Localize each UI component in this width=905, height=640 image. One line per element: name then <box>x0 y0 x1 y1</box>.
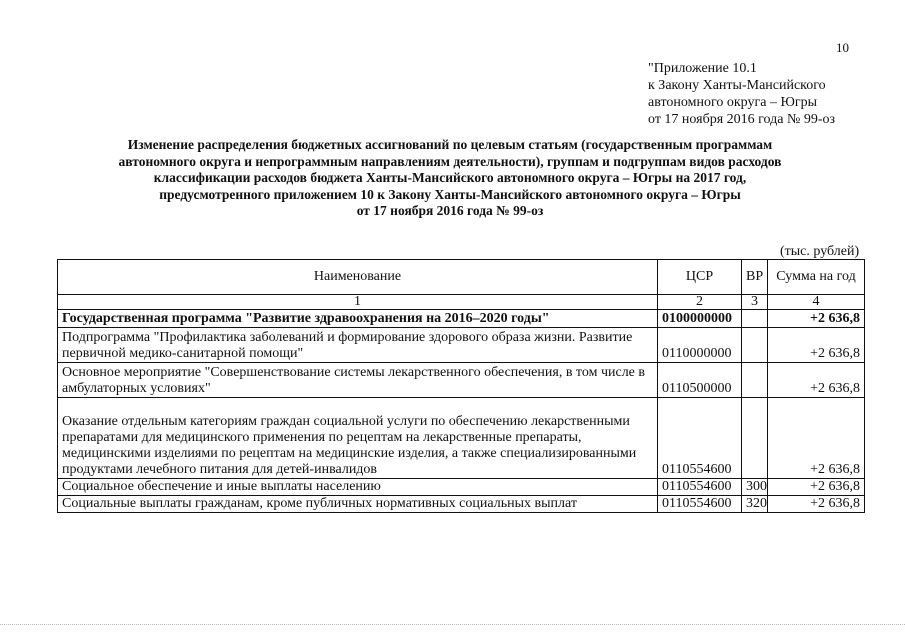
column-number-row <box>58 295 865 310</box>
appendix-reference <box>648 60 835 128</box>
table-row <box>58 479 865 496</box>
row-name: Подпрограмма "Профилактика заболеваний и формирование здорового образа жизни. Развитие первичной медико-санитарной помощи" <box>58 328 658 363</box>
table-row <box>58 363 865 398</box>
appendix-line: от 17 ноября 2016 года № 99-оз <box>648 112 836 127</box>
row-sum: +2 636,8 <box>768 479 865 496</box>
scan-dotted-line <box>0 624 905 625</box>
header-csr: ЦСР <box>658 260 742 295</box>
title-line: автономного округа и непрограммным направлениям деятельности), группам и подгруппам видов расходов <box>118 153 782 169</box>
units-label: (тыс. рублей) <box>780 244 860 259</box>
budget-table <box>57 259 865 513</box>
row-csr: 0110000000 <box>658 328 742 363</box>
row-sum: +2 636,8 <box>768 363 865 398</box>
row-sum: +2 636,8 <box>768 496 865 513</box>
column-number: 3 <box>742 295 768 310</box>
row-csr: 0100000000 <box>658 310 742 328</box>
column-number: 2 <box>658 295 742 310</box>
page-number: 10 <box>836 40 849 55</box>
row-csr: 0110554600 <box>658 496 742 513</box>
row-csr: 0110554600 <box>658 479 742 496</box>
header-name: Наименование <box>58 260 658 295</box>
table-row <box>58 328 865 363</box>
title-line: классификации расходов бюджета Ханты-Мансийского автономного округа – Югры на 2017 год, <box>153 170 747 185</box>
table-row <box>58 398 865 479</box>
table-header-row <box>58 260 865 295</box>
title-line: предусмотренного приложением 10 к Закону Ханты-Мансийского автономного округа – Югры <box>159 186 741 202</box>
table-row <box>58 310 865 328</box>
row-name: Основное мероприятие "Совершенствование системы лекарственного обеспечения, в том числе в амбулаторных условиях" <box>58 363 658 398</box>
row-name: Социальные выплаты гражданам, кроме публичных нормативных социальных выплат <box>58 496 658 513</box>
row-name: Оказание отдельным категориям граждан социальной услуги по обеспечению лекарственными препаратами для медицинского применения по рецептам на лекарственные препараты, медицинскими изделиями по рецептам на медицинские изделия, а также специализированными продуктами лечебного питания для детей-инвалидов <box>58 398 658 479</box>
row-name: Государственная программа "Развитие здравоохранения на 2016–2020 годы" <box>58 310 658 328</box>
row-vr <box>742 310 768 328</box>
row-vr <box>742 398 768 479</box>
row-vr: 320 <box>742 496 768 513</box>
row-sum: +2 636,8 <box>768 310 865 328</box>
row-vr <box>742 363 768 398</box>
row-name: Социальное обеспечение и иные выплаты населению <box>58 479 658 496</box>
header-vr: ВР <box>742 260 768 295</box>
table-row <box>58 496 865 513</box>
row-csr: 0110554600 <box>658 398 742 479</box>
title-line: от 17 ноября 2016 года № 99-оз <box>356 203 544 218</box>
column-number: 1 <box>58 295 658 310</box>
row-sum: +2 636,8 <box>768 398 865 479</box>
row-csr: 0110500000 <box>658 363 742 398</box>
title-line: Изменение распределения бюджетных ассигнований по целевым статьям (государственным программам <box>127 137 773 152</box>
appendix-line: "Приложение 10.1 <box>648 61 757 76</box>
row-vr: 300 <box>742 479 768 496</box>
row-sum: +2 636,8 <box>768 328 865 363</box>
header-sum: Сумма на год <box>768 260 865 295</box>
appendix-line: к Закону Ханты-Мансийского <box>648 78 826 93</box>
row-vr <box>742 328 768 363</box>
appendix-line: автономного округа – Югры <box>648 95 817 110</box>
document-title <box>60 137 840 220</box>
column-number: 4 <box>768 295 865 310</box>
